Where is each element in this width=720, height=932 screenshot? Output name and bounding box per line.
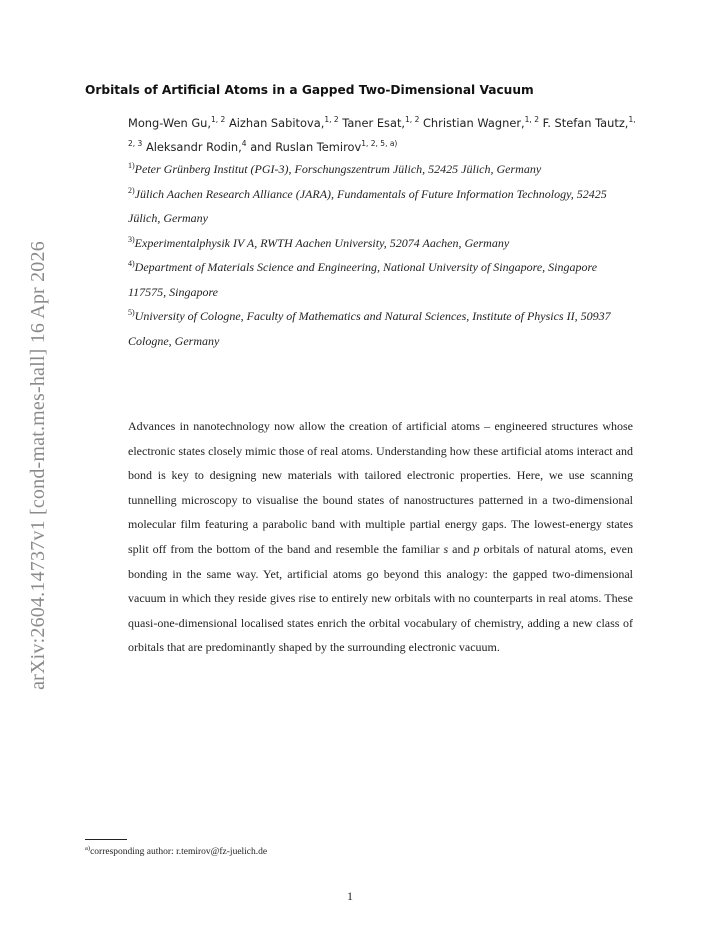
affiliation-number: 2) [128,185,135,195]
affiliation-number: 4) [128,259,135,268]
affiliation [128,304,638,353]
author-name: Taner Esat, [342,116,406,130]
footnote [85,847,267,857]
affiliation-number: 3) [128,234,135,244]
author [423,116,539,130]
abstract-text-part1: Advances in nanotechnology now allow the creation of artificial atoms – engineered structures whose electronic states closely mimic those of real atoms. Understanding how these artificial atoms interact and bond is key to designing new materials with tailored electronic properties. Here, we use scanning tunnelling microscopy to visualise the bound states of nanostructures patterned in a two-dimensional molecular film featuring a parabolic band with multiple partial energy gaps. The lowest-energy states split off from the bottom of the band and resemble the familiar [128,419,633,556]
footnote-mark: a) [85,845,91,852]
author-name: Aleksandr Rodin, [145,140,242,154]
footnote-rule [85,839,127,840]
author-affiliation-marker: 1, 2 [211,115,226,124]
author-name: Aizhan Sabitova, [228,116,325,130]
abstract [128,414,633,660]
author [250,140,397,154]
affiliation [128,157,638,182]
author-affiliation-marker: 1, 2 [524,115,539,124]
abstract-p-orbital: p [473,541,480,556]
abstract-s-orbital: s [443,541,449,556]
affiliation [128,255,638,304]
author-name: Christian Wagner, [422,116,525,130]
affiliation [128,231,638,256]
author-affiliation-marker: 4 [241,139,247,148]
author-affiliation-marker: 1, 2 [405,115,420,124]
author-name: F. Stefan Tautz, [542,116,629,130]
arxiv-stamp-text: arXiv:2604.14737v1 [cond-mat.mes-hall] 16 Apr 2026 [26,240,49,690]
author-affiliation-marker: 1, 2, 3 [128,115,636,148]
author-name: and Ruslan Temirov [250,140,362,154]
affiliation-text: Department of Materials Science and Engineering, National University of Singapore, Singapore 117575, Singapore [128,260,598,299]
footnote-text: corresponding author: r.temirov@fz-juelich.de [90,847,268,857]
author [229,116,339,130]
affiliation-number: 1) [128,161,135,170]
abstract-text-part2: orbitals of natural atoms, even bonding in the same way. Yet, artificial atoms go beyond this analogy: the gapped two-dimensional vacuum in which they reside gives rise to entirely new orbitals with no counterparts in real atoms. These quasi-one-dimensional localised states enrich the orbital vocabulary of chemistry, adding a new class of orbitals that are predominantly shaped by the surrounding electronic vacuum. [128,541,634,655]
affiliation-number: 5) [128,308,135,317]
author [146,140,247,154]
affiliation-text: Peter Grünberg Institut (PGI-3), Forschungszentrum Jülich, 52425 Jülich, Germany [134,162,542,176]
author [342,116,419,130]
author-affiliation-marker: 1, 2 [324,115,339,124]
author-name: Mong-Wen Gu, [128,116,212,130]
affiliation-text: Experimentalphysik IV A, RWTH Aachen University, 52074 Aachen, Germany [134,235,510,250]
paper-title: Orbitals of Artificial Atoms in a Gapped Two-Dimensional Vacuum [85,83,534,97]
page-number: 1 [347,889,353,903]
author-list [128,111,638,159]
affiliation [128,182,638,231]
author-affiliation-marker: 1, 2, 5, a) [361,139,398,148]
arxiv-stamp [18,200,58,730]
abstract-and: and [448,541,474,556]
affiliation-list [128,157,638,353]
affiliation-text: University of Cologne, Faculty of Mathematics and Natural Sciences, Institute of Physics II, 50937 Cologne, Germany [128,309,611,348]
author [128,116,225,130]
affiliation-text: Jülich Aachen Research Alliance (JARA), Fundamentals of Future Information Technology, 52425 Jülich, Germany [128,186,607,225]
